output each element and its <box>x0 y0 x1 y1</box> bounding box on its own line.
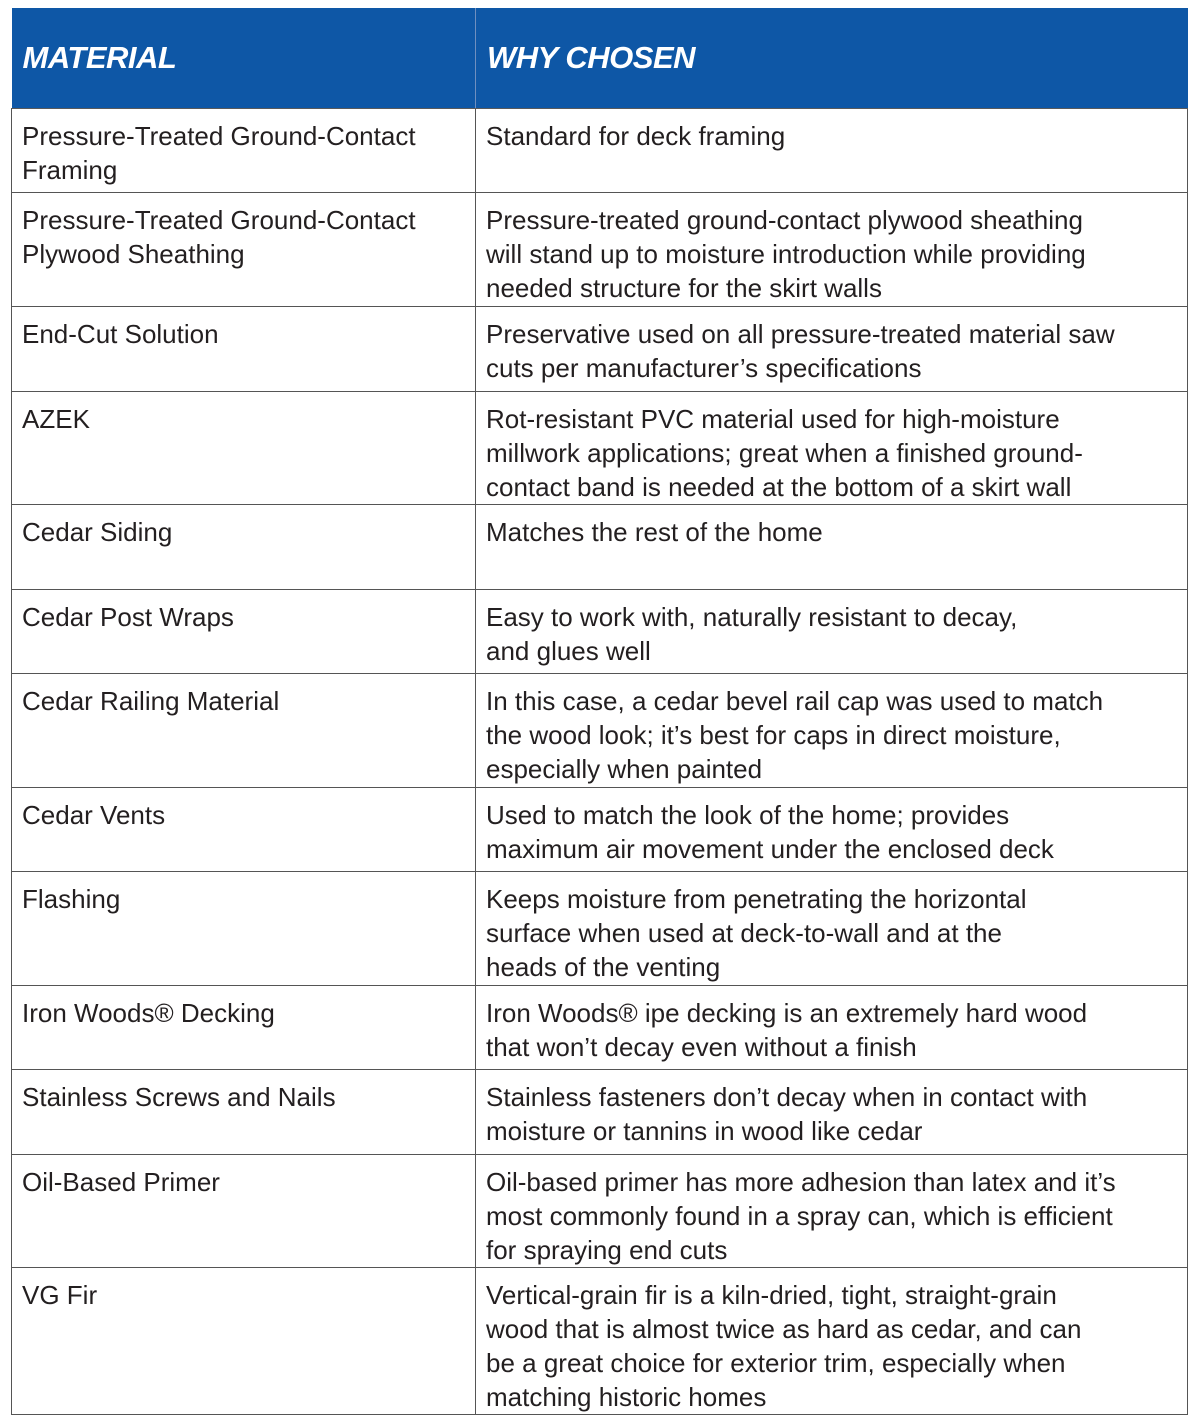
material-text: Flashing <box>22 884 121 914</box>
why-chosen-cell <box>476 505 1188 590</box>
header-why-chosen: WHY CHOSEN <box>476 8 1188 109</box>
material-cell <box>12 986 476 1070</box>
material-cell <box>12 307 476 392</box>
why-chosen-text: Used to match the look of the home; provides maximum air movement under the enclosed deck <box>486 800 1054 864</box>
table-row <box>12 986 1188 1070</box>
why-chosen-text: Matches the rest of the home <box>486 517 823 547</box>
table-row <box>12 674 1188 788</box>
table-body <box>12 109 1188 1415</box>
material-cell <box>12 674 476 788</box>
why-chosen-cell <box>476 590 1188 674</box>
material-cell <box>12 788 476 872</box>
why-chosen-cell <box>476 872 1188 986</box>
why-chosen-text: Pressure-treated ground-contact plywood sheathing will stand up to moisture introduction while providing needed structure for the skirt walls <box>486 205 1086 303</box>
why-chosen-text: Rot-resistant PVC material used for high-moisture millwork applications; great when a finished ground- contact band is needed at the bottom of a skirt wall <box>486 404 1083 502</box>
why-chosen-cell <box>476 307 1188 392</box>
material-text: End-Cut Solution <box>22 319 219 349</box>
material-cell <box>12 505 476 590</box>
why-chosen-text: In this case, a cedar bevel rail cap was used to match the wood look; it’s best for caps in direct moisture, especially when painted <box>486 686 1104 784</box>
material-text: VG Fir <box>22 1280 98 1310</box>
materials-table <box>11 8 1188 1415</box>
material-text: Pressure-Treated Ground-Contact Framing <box>22 121 416 185</box>
why-chosen-cell <box>476 109 1188 193</box>
table-row <box>12 109 1188 193</box>
material-cell <box>12 1155 476 1268</box>
material-cell <box>12 872 476 986</box>
why-chosen-text: Keeps moisture from penetrating the horizontal surface when used at deck-to-wall and at the heads of the venting <box>486 884 1027 982</box>
table-row <box>12 1070 1188 1155</box>
table-row <box>12 788 1188 872</box>
material-cell <box>12 590 476 674</box>
material-text: Iron Woods® Decking <box>22 998 275 1028</box>
why-chosen-text: Preservative used on all pressure-treated material saw cuts per manufacturer’s specifications <box>486 319 1115 383</box>
why-chosen-text: Oil-based primer has more adhesion than latex and it’s most commonly found in a spray can, which is efficient for spraying end cuts <box>486 1167 1116 1265</box>
why-chosen-text: Standard for deck framing <box>486 121 786 151</box>
why-chosen-text: Easy to work with, naturally resistant to decay, and glues well <box>486 602 1018 666</box>
material-cell <box>12 109 476 193</box>
header-row <box>12 8 1188 109</box>
table-row <box>12 1268 1188 1415</box>
material-text: Cedar Railing Material <box>22 686 280 716</box>
material-text: Cedar Vents <box>22 800 166 830</box>
material-text: AZEK <box>22 404 90 434</box>
why-chosen-cell <box>476 788 1188 872</box>
material-cell <box>12 1268 476 1415</box>
why-chosen-cell <box>476 392 1188 505</box>
table-row <box>12 1155 1188 1268</box>
table-header <box>12 8 1188 109</box>
material-text: Oil-Based Primer <box>22 1167 220 1197</box>
material-cell <box>12 1070 476 1155</box>
why-chosen-cell <box>476 193 1188 307</box>
material-text: Cedar Siding <box>22 517 173 547</box>
material-text: Cedar Post Wraps <box>22 602 234 632</box>
material-cell <box>12 193 476 307</box>
why-chosen-cell <box>476 1155 1188 1268</box>
why-chosen-cell <box>476 1070 1188 1155</box>
table-row <box>12 307 1188 392</box>
material-text: Pressure-Treated Ground-Contact Plywood Sheathing <box>22 205 416 269</box>
why-chosen-cell <box>476 1268 1188 1415</box>
why-chosen-text: Iron Woods® ipe decking is an extremely hard wood that won’t decay even without a finish <box>486 998 1088 1062</box>
material-cell <box>12 392 476 505</box>
table-row <box>12 193 1188 307</box>
why-chosen-text: Stainless fasteners don’t decay when in contact with moisture or tannins in wood like cedar <box>486 1082 1088 1146</box>
header-material: MATERIAL <box>12 8 476 109</box>
material-text: Stainless Screws and Nails <box>22 1082 336 1112</box>
why-chosen-text: Vertical-grain fir is a kiln-dried, tight, straight-grain wood that is almost twice as hard as cedar, and can be a great choice for exterior trim, especially when matching historic homes <box>486 1280 1082 1412</box>
why-chosen-cell <box>476 674 1188 788</box>
table-row <box>12 505 1188 590</box>
table-row <box>12 392 1188 505</box>
why-chosen-cell <box>476 986 1188 1070</box>
table-row <box>12 590 1188 674</box>
table-row <box>12 872 1188 986</box>
